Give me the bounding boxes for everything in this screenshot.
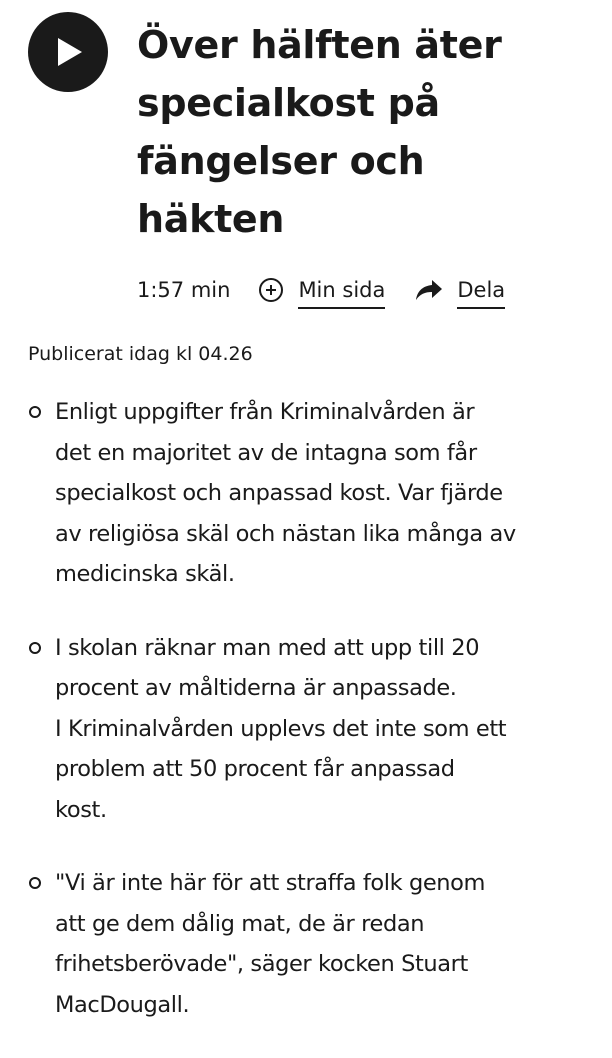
list-item: [28, 863, 598, 1025]
share-label: Dela: [457, 278, 505, 309]
bullet-text-line: procent av måltiderna är anpassade.: [55, 675, 457, 701]
article-title: [137, 16, 587, 248]
bullet-text-line: medicinska skäl.: [55, 561, 235, 587]
play-button[interactable]: [28, 12, 108, 92]
audio-duration: 1:57 min: [137, 278, 231, 302]
bullet-text-line: problem att 50 procent får anpassad: [55, 756, 455, 782]
bullet-text-line: I Kriminalvården upplevs det inte som ett: [55, 715, 507, 742]
add-to-my-page-label: Min sida: [298, 278, 385, 309]
list-item: [28, 628, 598, 831]
share-button[interactable]: [415, 271, 505, 309]
published-timestamp: Publicerat idag kl 04.26: [28, 343, 253, 365]
bullet-text-line: "Vi är inte här för att straffa folk genom: [55, 870, 486, 896]
title-line: häkten: [137, 197, 285, 241]
title-line: fängelser och: [137, 139, 425, 183]
bullet-text-line: av religiösa skäl och nästan lika många av: [55, 520, 516, 547]
bullet-text-line: att ge dem dålig mat, de är redan: [55, 910, 425, 937]
title-line: specialkost på: [137, 81, 440, 125]
article-meta-row: [137, 270, 505, 310]
bullet-text-line: specialkost och anpassad kost. Var fjärde: [55, 480, 503, 506]
bullet-text-line: I skolan räknar man med att upp till 20: [55, 634, 480, 661]
summary-bullet-list: [28, 392, 598, 1058]
play-icon: [52, 37, 84, 67]
bullet-icon: [29, 406, 41, 418]
share-arrow-icon: [415, 279, 443, 301]
bullet-icon: [29, 877, 41, 889]
plus-circle-icon: [258, 277, 284, 303]
bullet-text-line: Enligt uppgifter från Kriminalvården är: [55, 399, 475, 425]
bullet-text-line: kost.: [55, 796, 107, 823]
title-line: Över hälften äter: [137, 23, 502, 67]
add-to-my-page-button[interactable]: [258, 271, 385, 309]
bullet-icon: [29, 642, 41, 654]
list-item: [28, 392, 598, 595]
bullet-text-line: det en majoritet av de intagna som får: [55, 439, 477, 466]
bullet-text-line: frihetsberövade", säger kocken Stuart: [55, 951, 468, 977]
bullet-text-line: MacDougall.: [55, 991, 190, 1018]
